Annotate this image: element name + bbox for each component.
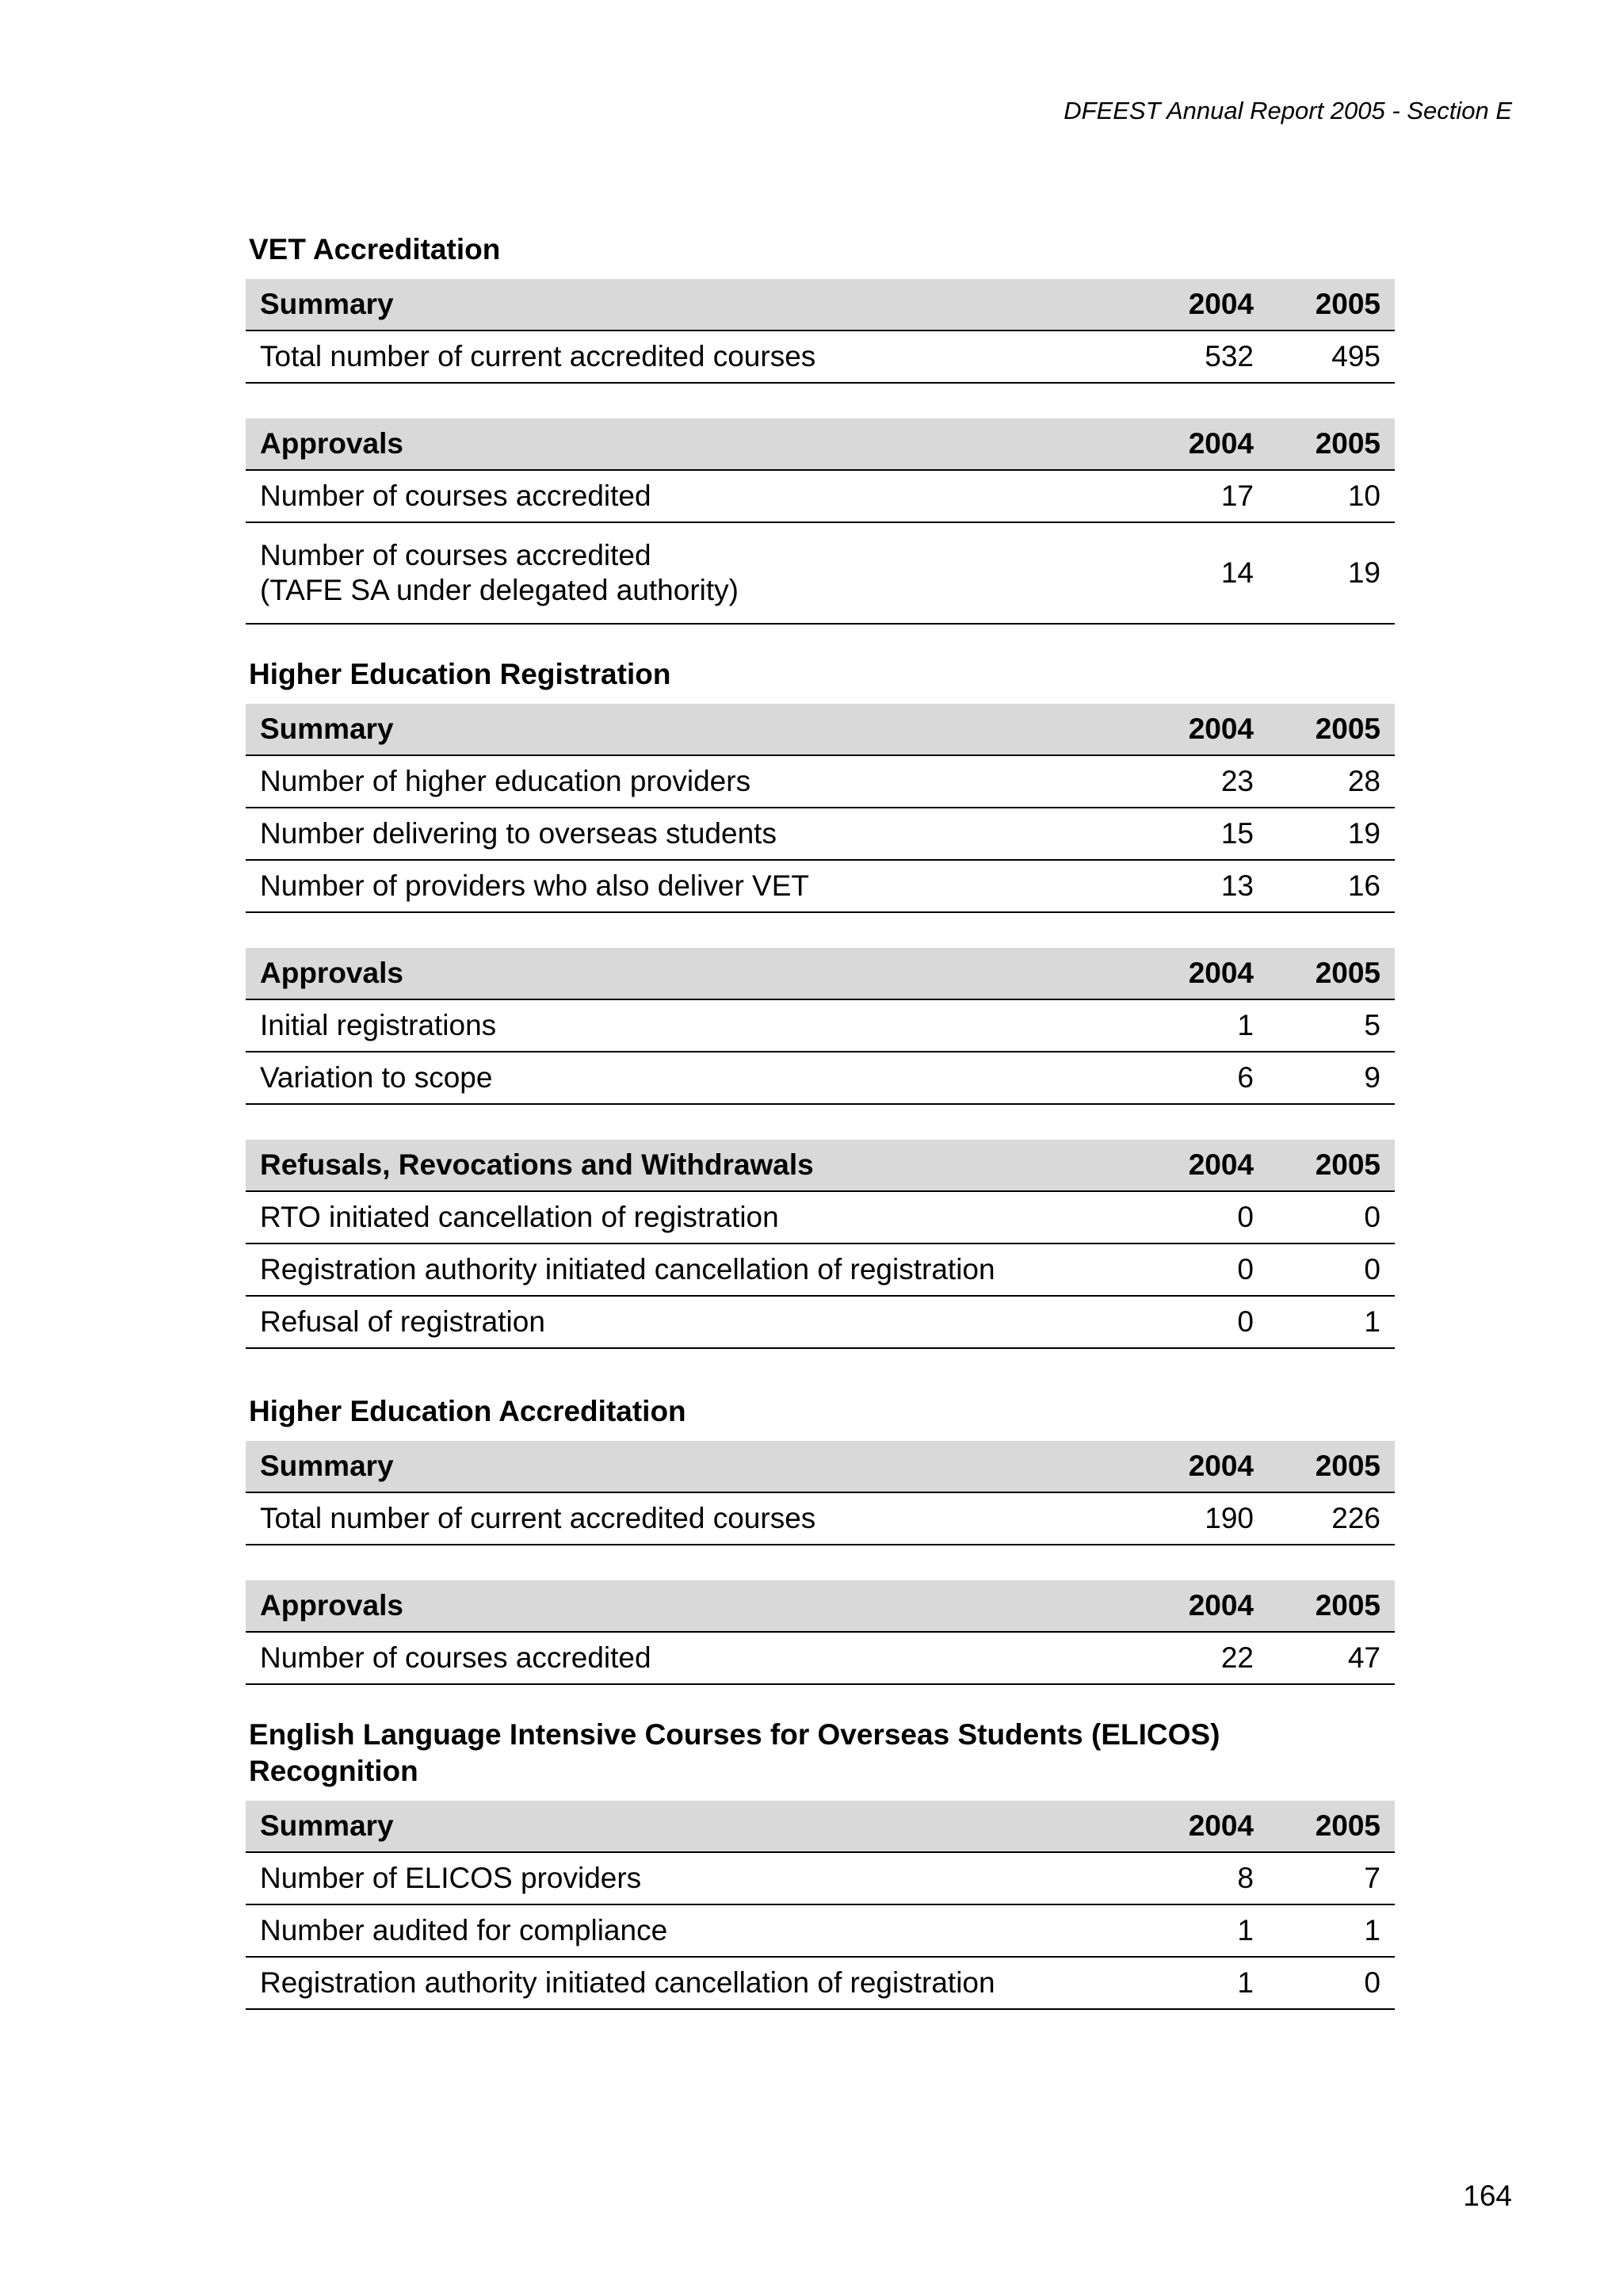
value-2005: 19 — [1268, 808, 1395, 860]
running-header: DFEEST Annual Report 2005 - Section E — [1064, 97, 1512, 124]
value-2004: 1 — [1133, 999, 1268, 1052]
value-2004: 190 — [1133, 1492, 1268, 1545]
table-row — [246, 808, 1395, 860]
table-row — [246, 1904, 1395, 1957]
table-row — [246, 1492, 1395, 1545]
value-2004: 17 — [1133, 470, 1268, 522]
row-label: Number of courses accredited — [246, 470, 1133, 522]
row-label-line-2: (TAFE SA under delegated authority) — [260, 574, 739, 606]
table-row — [246, 470, 1395, 522]
value-2005: 16 — [1268, 860, 1395, 912]
column-header-label: Summary — [246, 1801, 1133, 1852]
table-header-row — [246, 279, 1395, 330]
value-2005: 1 — [1268, 1296, 1395, 1348]
page-number: 164 — [1463, 2179, 1512, 2212]
table-header-row — [246, 1140, 1395, 1191]
he-accreditation-approvals-table — [246, 1580, 1395, 1685]
value-2004: 6 — [1133, 1052, 1268, 1104]
table-row — [246, 755, 1395, 808]
table-header-row — [246, 948, 1395, 999]
column-header-2004: 2004 — [1133, 279, 1268, 330]
row-label: RTO initiated cancellation of registration — [246, 1191, 1133, 1244]
table-row — [246, 330, 1395, 383]
value-2004: 532 — [1133, 330, 1268, 383]
row-label: Refusal of registration — [246, 1296, 1133, 1348]
value-2004: 13 — [1133, 860, 1268, 912]
column-header-2004: 2004 — [1133, 704, 1268, 755]
value-2005: 226 — [1268, 1492, 1395, 1545]
row-label — [246, 522, 1133, 624]
value-2005: 0 — [1268, 1191, 1395, 1244]
column-header-2005: 2005 — [1268, 279, 1395, 330]
table-row — [246, 1852, 1395, 1904]
table-row — [246, 1052, 1395, 1104]
column-header-2005: 2005 — [1268, 1801, 1395, 1852]
vet-accreditation-approvals-table — [246, 418, 1395, 625]
row-label: Number audited for compliance — [246, 1904, 1133, 1957]
value-2005: 0 — [1268, 1244, 1395, 1296]
row-label: Number of providers who also deliver VET — [246, 860, 1133, 912]
table-row — [246, 860, 1395, 912]
value-2004: 14 — [1133, 522, 1268, 624]
table-row — [246, 522, 1395, 624]
column-header-label: Approvals — [246, 418, 1133, 470]
row-label: Number of higher education providers — [246, 755, 1133, 808]
row-label: Number of ELICOS providers — [246, 1852, 1133, 1904]
vet-accreditation-summary-table — [246, 279, 1395, 384]
section-title-he-accreditation: Higher Education Accreditation — [249, 1395, 686, 1427]
value-2005: 28 — [1268, 755, 1395, 808]
column-header-2005: 2005 — [1268, 704, 1395, 755]
column-header-2005: 2005 — [1268, 418, 1395, 470]
column-header-label: Approvals — [246, 948, 1133, 999]
row-label: Variation to scope — [246, 1052, 1133, 1104]
column-header-label: Summary — [246, 279, 1133, 330]
value-2004: 0 — [1133, 1191, 1268, 1244]
column-header-2005: 2005 — [1268, 948, 1395, 999]
row-label: Registration authority initiated cancellation of registration — [246, 1244, 1133, 1296]
table-row — [246, 1957, 1395, 2009]
table-header-row — [246, 1801, 1395, 1852]
table-header-row — [246, 418, 1395, 470]
row-label: Number delivering to overseas students — [246, 808, 1133, 860]
column-header-2004: 2004 — [1133, 1441, 1268, 1492]
section-title-elicos: English Language Intensive Courses for Overseas Students (ELICOS) Recognition — [249, 1718, 1220, 1787]
report-content — [246, 231, 1395, 2010]
he-registration-refusals-table — [246, 1140, 1395, 1349]
table-row — [246, 1296, 1395, 1348]
column-header-label: Summary — [246, 1441, 1133, 1492]
elicos-summary-table — [246, 1801, 1395, 2010]
value-2005: 47 — [1268, 1632, 1395, 1684]
row-label: Total number of current accredited courses — [246, 1492, 1133, 1545]
table-header-row — [246, 1441, 1395, 1492]
value-2005: 495 — [1268, 330, 1395, 383]
row-label: Number of courses accredited — [246, 1632, 1133, 1684]
row-label: Total number of current accredited courses — [246, 330, 1133, 383]
value-2005: 7 — [1268, 1852, 1395, 1904]
column-header-label: Summary — [246, 704, 1133, 755]
column-header-2005: 2005 — [1268, 1140, 1395, 1191]
value-2005: 10 — [1268, 470, 1395, 522]
he-accreditation-summary-table — [246, 1441, 1395, 1545]
value-2004: 0 — [1133, 1244, 1268, 1296]
column-header-2005: 2005 — [1268, 1580, 1395, 1632]
value-2004: 8 — [1133, 1852, 1268, 1904]
value-2004: 22 — [1133, 1632, 1268, 1684]
column-header-label: Refusals, Revocations and Withdrawals — [246, 1140, 1133, 1191]
section-title-he-registration: Higher Education Registration — [249, 658, 671, 690]
column-header-2004: 2004 — [1133, 948, 1268, 999]
table-row — [246, 999, 1395, 1052]
row-label: Initial registrations — [246, 999, 1133, 1052]
value-2004: 0 — [1133, 1296, 1268, 1348]
value-2004: 15 — [1133, 808, 1268, 860]
row-label: Registration authority initiated cancellation of registration — [246, 1957, 1133, 2009]
section-title-vet-accreditation: VET Accreditation — [249, 233, 501, 266]
table-header-row — [246, 704, 1395, 755]
he-registration-approvals-table — [246, 948, 1395, 1105]
column-header-2004: 2004 — [1133, 1801, 1268, 1852]
value-2004: 23 — [1133, 755, 1268, 808]
table-header-row — [246, 1580, 1395, 1632]
value-2005: 1 — [1268, 1904, 1395, 1957]
column-header-2004: 2004 — [1133, 1140, 1268, 1191]
table-row — [246, 1632, 1395, 1684]
column-header-label: Approvals — [246, 1580, 1133, 1632]
column-header-2004: 2004 — [1133, 418, 1268, 470]
value-2005: 9 — [1268, 1052, 1395, 1104]
value-2004: 1 — [1133, 1904, 1268, 1957]
table-row — [246, 1191, 1395, 1244]
column-header-2004: 2004 — [1133, 1580, 1268, 1632]
value-2005: 19 — [1268, 522, 1395, 624]
row-label-line-1: Number of courses accredited — [260, 539, 651, 571]
table-row — [246, 1244, 1395, 1296]
column-header-2005: 2005 — [1268, 1441, 1395, 1492]
value-2005: 0 — [1268, 1957, 1395, 2009]
he-registration-summary-table — [246, 704, 1395, 913]
value-2004: 1 — [1133, 1957, 1268, 2009]
value-2005: 5 — [1268, 999, 1395, 1052]
